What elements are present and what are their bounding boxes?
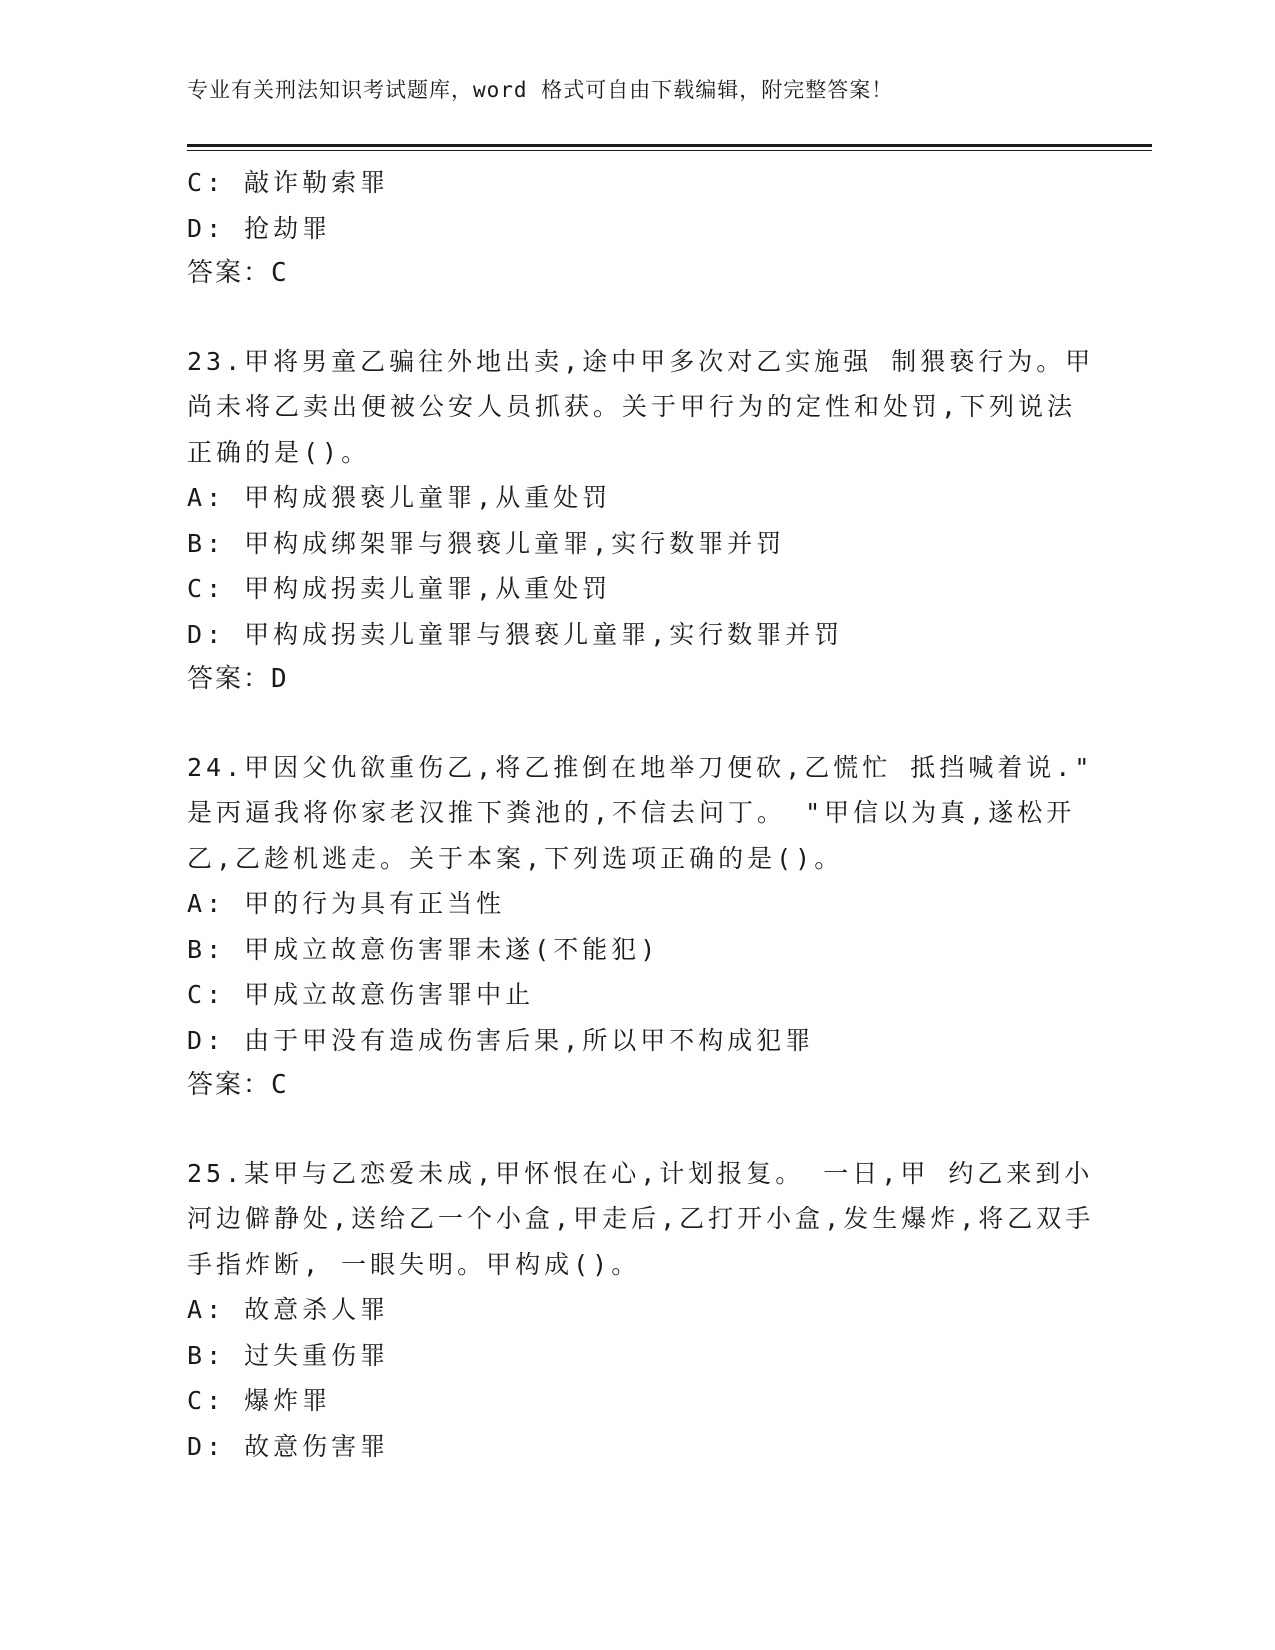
option-line: B: 甲构成绑架罪与猥亵儿童罪,实行数罪并罚	[187, 528, 786, 558]
option-line: C: 甲成立故意伤害罪中止	[187, 980, 535, 1009]
question-stem-line: 是丙逼我将你家老汉推下粪池的,不信去问丁。 "甲信以为真,遂松开	[187, 798, 1076, 827]
option-line: D: 故意伤害罪	[187, 1431, 390, 1461]
header-rule-thin	[187, 150, 1152, 151]
option-line: C: 敲诈勒索罪	[187, 168, 390, 197]
question-23	[187, 339, 1095, 703]
option-line: D: 抢劫罪	[187, 213, 332, 243]
question-stem-line: 手指炸断, 一眼失明。甲构成()。	[187, 1249, 641, 1279]
continued-question	[187, 160, 1067, 297]
question-24	[187, 745, 1094, 1109]
header-rule-thick	[187, 144, 1152, 147]
option-line: A: 甲的行为具有正当性	[187, 889, 506, 918]
option-line: D: 由于甲没有造成伤害后果,所以甲不构成犯罪	[187, 1025, 815, 1055]
question-stem-line: 23.甲将男童乙骗往外地出卖,途中甲多次对乙实施强 制猥亵行为。甲	[187, 346, 1095, 376]
option-line: A: 甲构成猥亵儿童罪,从重处罚	[187, 483, 612, 512]
question-stem-line: 尚未将乙卖出便被公安人员抓获。关于甲行为的定性和处罚,下列说法	[187, 392, 1077, 421]
question-stem-line: 正确的是()。	[187, 437, 371, 467]
answer-line: 答案：D	[187, 664, 289, 694]
option-line: A: 故意杀人罪	[187, 1295, 390, 1324]
document-body	[187, 160, 1095, 1469]
answer-line: 答案：C	[187, 1070, 289, 1100]
option-line: C: 甲构成拐卖儿童罪,从重处罚	[187, 574, 612, 603]
option-line: B: 过失重伤罪	[187, 1340, 390, 1370]
question-stem-line: 24.甲因父仇欲重伤乙,将乙推倒在地举刀便砍,乙慌忙 抵挡喊着说."	[187, 752, 1094, 782]
question-stem-line: 河边僻静处,送给乙一个小盒,甲走后,乙打开小盒,发生爆炸,将乙双手	[187, 1204, 1095, 1233]
answer-line: 答案：C	[187, 258, 289, 288]
question-stem-line: 25.某甲与乙恋爱未成,甲怀恨在心,计划报复。 一日,甲 约乙来到小	[187, 1158, 1094, 1188]
option-line: D: 甲构成拐卖儿童罪与猥亵儿童罪,实行数罪并罚	[187, 619, 844, 649]
option-line: B: 甲成立故意伤害罪未遂(不能犯)	[187, 934, 660, 964]
question-stem-line: 乙,乙趁机逃走。关于本案,下列选项正确的是()。	[187, 843, 844, 873]
page-header: 专业有关刑法知识考试题库，word 格式可自由下载编辑，附完整答案！	[187, 78, 894, 102]
option-line: C: 爆炸罪	[187, 1386, 332, 1415]
question-25	[187, 1151, 1095, 1470]
